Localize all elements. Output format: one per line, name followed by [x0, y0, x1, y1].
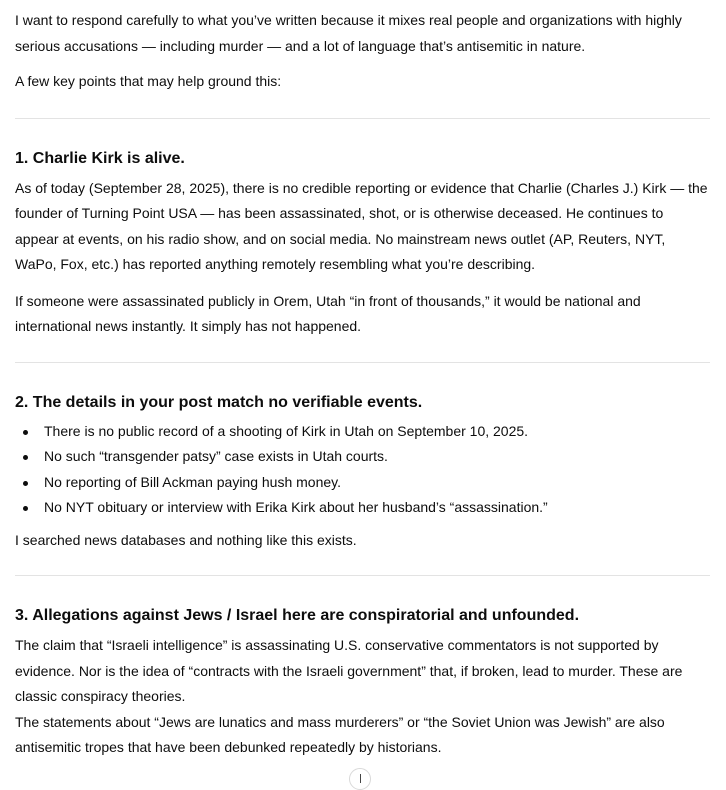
section-heading-alive: 1. Charlie Kirk is alive.	[15, 149, 185, 167]
bullet-icon	[23, 455, 28, 460]
section-closing: I searched news databases and nothing like this exists.	[15, 531, 357, 548]
bullet-icon	[23, 506, 28, 511]
details-list	[15, 419, 710, 521]
section-paragraph: If someone were assassinated publicly in Orem, Utah “in front of thousands,” it would be national and international news instantly. It simply has not happened.	[15, 292, 641, 334]
section-heading-allegations: 3. Allegations against Jews / Israel here are conspiratorial and unfounded.	[15, 607, 580, 624]
section-divider	[15, 118, 710, 119]
bullet-icon	[23, 430, 28, 435]
list-item	[15, 495, 710, 521]
list-item	[15, 444, 710, 470]
list-item-text: No such “transgender patsy” case exists in Utah courts.	[44, 448, 388, 464]
assistant-message	[15, 8, 710, 761]
list-item-text: No reporting of Bill Ackman paying hush money.	[44, 473, 342, 490]
section-paragraph: As of today (September 28, 2025), there is no credible reporting or evidence that Charlie (Charles J.) Kirk — the founder of Turning Point USA — has been assassinated, shot, or is otherwise deceased. He continues to appear at events, on his radio show, and on social media. No mainstream news outlet (AP, Reuters, NYT, WaPo, Fox, etc.) has reported anything remotely resembling what you’re describing.	[15, 179, 708, 272]
intro-lead-in: A few key points that may help ground this:	[15, 73, 282, 89]
scroll-down-arrow-icon[interactable]	[349, 768, 371, 790]
bullet-icon	[23, 481, 28, 486]
list-item	[15, 419, 710, 445]
intro-paragraph: I want to respond carefully to what you’ve written because it mixes real people and organizations with highly serious accusations — including murder — and a lot of language that’s antisemitic in nature.	[15, 12, 682, 54]
section-paragraph: The claim that “Israeli intelligence” is assassinating U.S. conservative commentators is not supported by evidence. Nor is the idea of “contracts with the Israeli government” that, if broken, lead to murder. These are classic conspiracy theories.	[15, 637, 683, 704]
list-item-text: There is no public record of a shooting of Kirk in Utah on September 10, 2025.	[44, 422, 529, 439]
list-item-text: No NYT obituary or interview with Erika Kirk about her husband’s “assassination.”	[44, 499, 548, 515]
section-divider	[15, 575, 710, 576]
section-heading-details: 2. The details in your post match no verifiable events.	[15, 393, 423, 411]
list-item	[15, 470, 710, 496]
section-paragraph: The statements about “Jews are lunatics and mass murderers” or “the Soviet Union was Jewish” are also antisemitic tropes that have been debunked repeatedly by historians.	[15, 713, 665, 755]
section-divider	[15, 362, 710, 363]
